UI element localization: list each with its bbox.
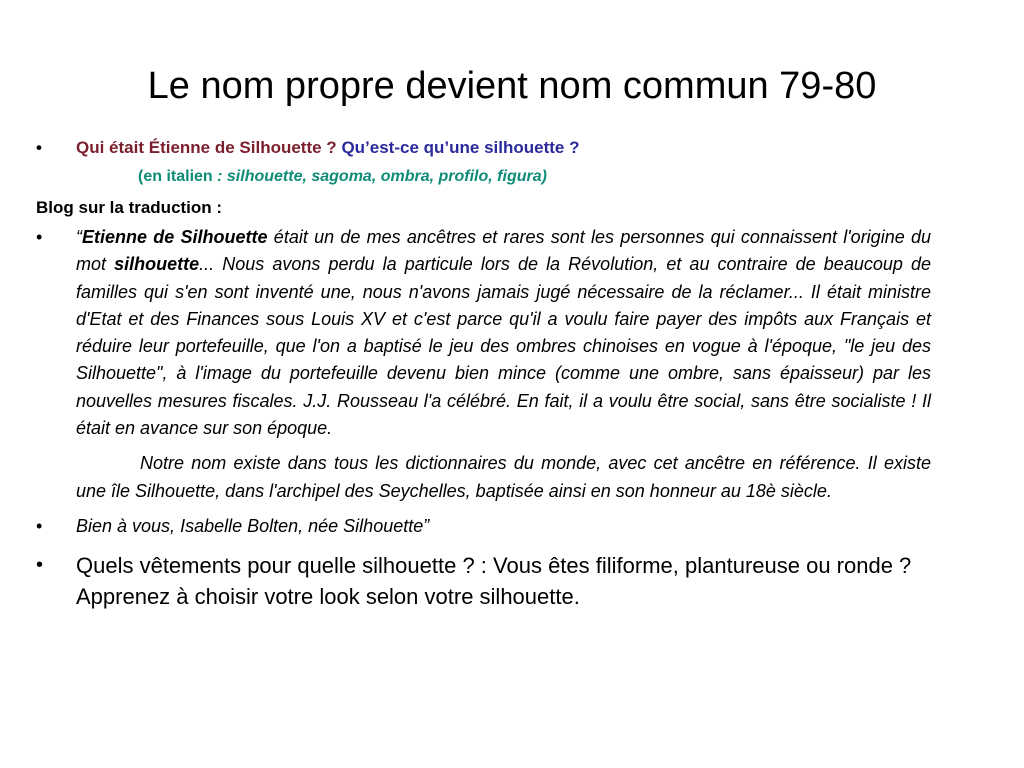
clothing-bullet bbox=[36, 550, 931, 612]
quote-name: Etienne de Silhouette bbox=[82, 227, 268, 247]
bullet-marker: • bbox=[36, 138, 42, 157]
italian-translation bbox=[36, 162, 931, 192]
signature-text: Bien à vous, Isabelle Bolten, née Silhouette” bbox=[76, 515, 430, 536]
signature-bullet bbox=[36, 513, 931, 540]
bullet-marker: • bbox=[36, 227, 43, 247]
quote-bullet bbox=[36, 224, 931, 442]
question-etienne: Qui était Étienne de Silhouette ? bbox=[76, 138, 337, 157]
clothing-text: Quels vêtements pour quelle silhouette ? : Vous êtes filiforme, plantureuse ou ronde ? Apprenez à choisir votre look selon votre silhouette. bbox=[76, 552, 912, 609]
italian-prefix: (en italien bbox=[138, 168, 213, 185]
quote-paragraph-2: Notre nom existe dans tous les dictionnaires du monde, avec cet ancêtre en référence. Il existe une île Silhouette, dans l'archipel des Seychelles, baptisée ainsi en son honneur au 18è siècle. bbox=[76, 453, 931, 501]
quote-text-a: était un de mes ancêtres et rares sont les personnes qui connaissent l'origine du mot bbox=[76, 227, 931, 275]
question-bullet bbox=[36, 134, 931, 162]
question-silhouette: Qu’est-ce qu’une silhouette ? bbox=[341, 138, 580, 157]
quote-text-b: ... Nous avons perdu la particule lors de la Révolution, et au contraire de beaucoup de familles qui s'en sont inventé une, nous n'avons jamais jugé nécessaire de la réclamer... Il était ministre d'Etat et des Finances sous Louis XV et c'est parce qu'il a voulu faire payer des impôts aux Français et réduire leur portefeuille, que l'on a baptisé le jeu des ombres chinoises en vogue à l'époque, "le jeu des Silhouette", à l'image du portefeuille devenu bien mince (comme une ombre, sans épaisseur) par les nouvelles mesures fiscales. J.J. Rousseau l'a célébré. En fait, il a voulu être social, sans être socialiste ! Il était en avance sur son époque. bbox=[76, 254, 931, 439]
slide-body bbox=[36, 134, 931, 612]
quote-open-mark: “ bbox=[76, 227, 82, 247]
quote-word: silhouette bbox=[114, 254, 200, 275]
italian-words: : silhouette, sagoma, ombra, profilo, figura) bbox=[212, 168, 547, 185]
slide-title: Le nom propre devient nom commun 79-80 bbox=[147, 65, 877, 107]
blog-heading: Blog sur la traduction : bbox=[36, 198, 223, 217]
bullet-marker: • bbox=[36, 553, 44, 576]
bullet-marker: • bbox=[36, 515, 43, 536]
